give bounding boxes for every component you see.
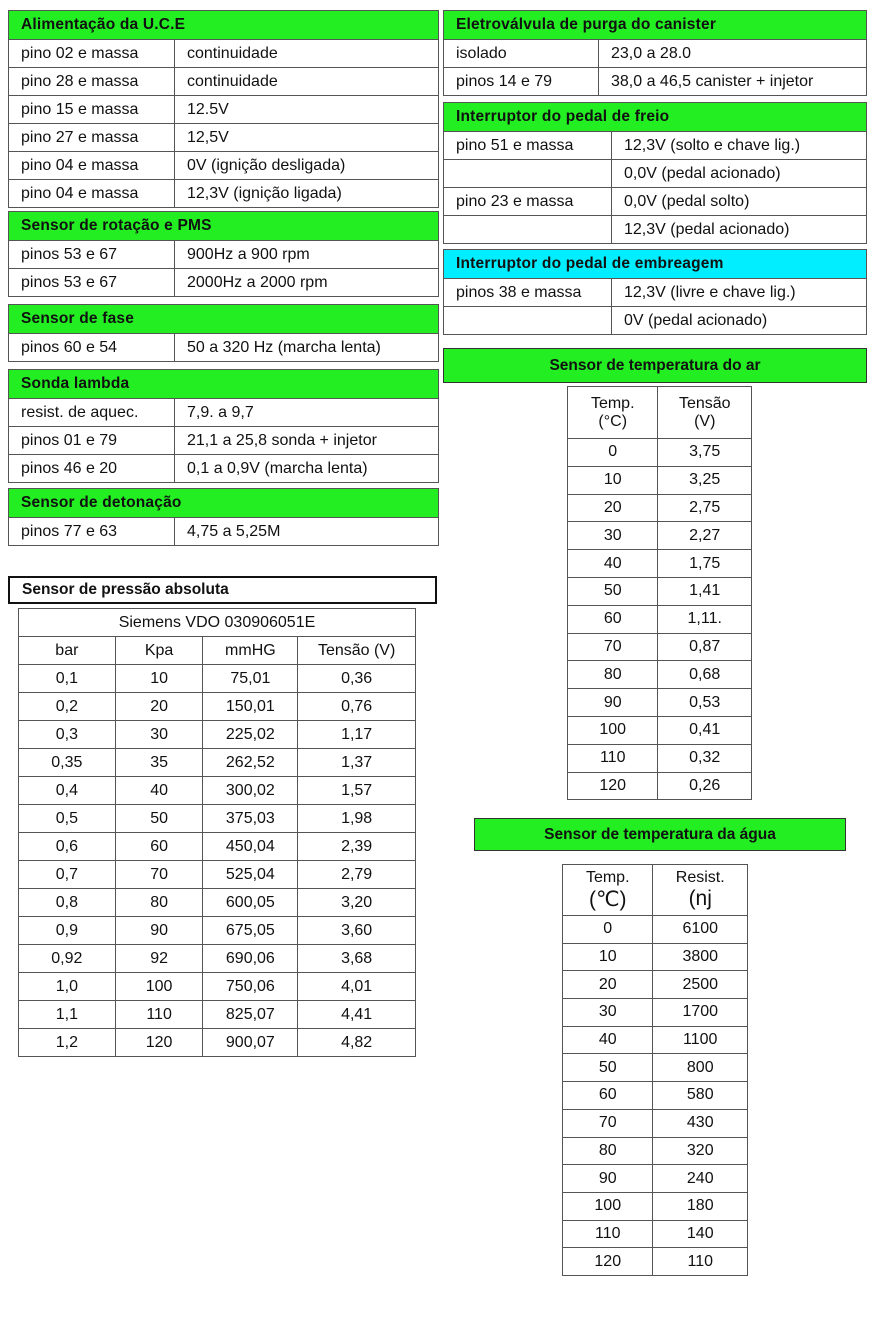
- value-cell: 12,3V (ignição ligada): [187, 185, 342, 202]
- alimentacao-rows: [9, 40, 438, 207]
- table-row: [9, 455, 438, 482]
- cell: 60: [115, 833, 203, 861]
- value-cell: 21,1 a 25,8 sonda + injetor: [187, 432, 377, 449]
- table-row: [9, 241, 438, 269]
- cell: 20: [115, 693, 203, 721]
- cell: 110: [568, 744, 658, 772]
- table-row: [9, 518, 438, 545]
- fase-section: [8, 304, 439, 362]
- cell: 240: [653, 1165, 748, 1193]
- pin-cell: isolado: [444, 40, 599, 67]
- cell: 0,5: [19, 805, 116, 833]
- table-row: [19, 749, 416, 777]
- table-row: [568, 577, 752, 605]
- value-cell: 38,0 a 46,5 canister + injetor: [611, 73, 814, 90]
- table-row: [568, 689, 752, 717]
- embreagem-section: [443, 249, 867, 335]
- table-row: [19, 777, 416, 805]
- pin-cell: pinos 60 e 54: [9, 334, 175, 361]
- value-cell: 0V (ignição desligada): [187, 157, 346, 174]
- value-cell: 0,0V (pedal acionado): [624, 165, 781, 182]
- cell: 900,07: [203, 1029, 298, 1057]
- table-row: [19, 693, 416, 721]
- header-line: (℃): [588, 887, 627, 911]
- cell: 750,06: [203, 973, 298, 1001]
- table-row: [568, 466, 752, 494]
- cell: 6100: [653, 916, 748, 944]
- table-row: [563, 1109, 748, 1137]
- cell: 50: [115, 805, 203, 833]
- cell: 1,1: [19, 1001, 116, 1029]
- cell: 100: [563, 1192, 653, 1220]
- cell: 35: [115, 749, 203, 777]
- cell: 110: [115, 1001, 203, 1029]
- table-row: [9, 399, 438, 427]
- cell: 100: [568, 716, 658, 744]
- header-line: (nj: [688, 887, 712, 910]
- cell: 4,41: [298, 1001, 416, 1029]
- header-line: Resist.: [675, 869, 725, 886]
- cell: 70: [563, 1109, 653, 1137]
- cell: 90: [563, 1165, 653, 1193]
- table-row: [444, 279, 866, 307]
- cell: 70: [115, 861, 203, 889]
- cell: 3,20: [298, 889, 416, 917]
- cell: 675,05: [203, 917, 298, 945]
- table-row: [563, 1192, 748, 1220]
- table-row: [563, 1137, 748, 1165]
- table-row: [568, 550, 752, 578]
- cell: 140: [653, 1220, 748, 1248]
- cell: 3,60: [298, 917, 416, 945]
- cell: 800: [653, 1054, 748, 1082]
- value-cell: 7,9. a 9,7: [187, 404, 254, 421]
- table-row: [568, 439, 752, 467]
- table-row: [444, 40, 866, 68]
- cell: 0,68: [658, 661, 752, 689]
- rotacao-section: [8, 211, 439, 297]
- cell: 690,06: [203, 945, 298, 973]
- cell: 2,27: [658, 522, 752, 550]
- cell: 20: [563, 971, 653, 999]
- cell: 3,75: [658, 439, 752, 467]
- value-cell: 0,1 a 0,9V (marcha lenta): [187, 460, 368, 477]
- cell: 120: [563, 1248, 653, 1276]
- alimentacao-title: Alimentação da U.C.E: [9, 11, 438, 40]
- table-row: [9, 427, 438, 455]
- value-cell: continuidade: [187, 73, 278, 90]
- temp-agua-table: [562, 864, 748, 1276]
- header-line: (°C): [598, 412, 628, 430]
- table-row: [563, 1054, 748, 1082]
- table-row: [563, 1248, 748, 1276]
- freio-section: [443, 102, 867, 244]
- cell: 0: [563, 916, 653, 944]
- pin-cell: [444, 307, 612, 334]
- cell: 0,4: [19, 777, 116, 805]
- cell: 225,02: [203, 721, 298, 749]
- pressao-table: [18, 608, 416, 1057]
- cell: 600,05: [203, 889, 298, 917]
- table-row: [563, 999, 748, 1027]
- lambda-section: [8, 369, 439, 483]
- fase-title: Sensor de fase: [9, 305, 438, 334]
- cell: 3,68: [298, 945, 416, 973]
- cell: 1,11.: [658, 605, 752, 633]
- alimentacao-section: [8, 10, 439, 208]
- column-header: [563, 865, 653, 916]
- column-header: mmHG: [203, 637, 298, 665]
- table-row: [19, 861, 416, 889]
- header-line: (V): [694, 412, 716, 430]
- cell: 825,07: [203, 1001, 298, 1029]
- table-row: [444, 216, 866, 243]
- column-header: [568, 387, 658, 439]
- cell: 110: [563, 1220, 653, 1248]
- table-row: [9, 68, 438, 96]
- column-header: [658, 387, 752, 439]
- cell: 30: [568, 522, 658, 550]
- pin-cell: pinos 46 e 20: [9, 455, 175, 482]
- cell: 0,9: [19, 917, 116, 945]
- value-cell: 12,3V (solto e chave lig.): [624, 137, 801, 154]
- cell: 1,37: [298, 749, 416, 777]
- cell: 20: [568, 494, 658, 522]
- table-row: [568, 744, 752, 772]
- table-row: [563, 916, 748, 944]
- table-row: [444, 307, 866, 334]
- cell: 80: [563, 1137, 653, 1165]
- cell: 1,57: [298, 777, 416, 805]
- pressao-title: Sensor de pressão absoluta: [8, 576, 437, 604]
- table-row: [444, 68, 866, 95]
- table-row: [9, 152, 438, 180]
- cell: 3,25: [658, 466, 752, 494]
- header-line: Temp.: [585, 868, 630, 886]
- pin-cell: pino 15 e massa: [9, 96, 175, 123]
- value-cell: 12,5V: [187, 129, 229, 146]
- cell: 180: [653, 1192, 748, 1220]
- value-cell: 12,3V (livre e chave lig.): [624, 284, 796, 301]
- table-row: [19, 889, 416, 917]
- cell: 0,1: [19, 665, 116, 693]
- cell: 1,75: [658, 550, 752, 578]
- cell: 1,0: [19, 973, 116, 1001]
- pin-cell: pinos 53 e 67: [9, 241, 175, 268]
- cell: 70: [568, 633, 658, 661]
- temp-ar-title: Sensor de temperatura do ar: [443, 348, 867, 383]
- pin-cell: pino 23 e massa: [444, 188, 612, 215]
- table-row: [568, 633, 752, 661]
- value-cell: 12,3V (pedal acionado): [624, 221, 790, 238]
- embreagem-title: Interruptor do pedal de embreagem: [444, 250, 866, 279]
- cell: 100: [115, 973, 203, 1001]
- cell: 525,04: [203, 861, 298, 889]
- cell: 60: [563, 1082, 653, 1110]
- cell: 80: [568, 661, 658, 689]
- cell: 110: [653, 1248, 748, 1276]
- cell: 60: [568, 605, 658, 633]
- table-row: [19, 917, 416, 945]
- cell: 1700: [653, 999, 748, 1027]
- canister-title: Eletroválvula de purga do canister: [444, 11, 866, 40]
- cell: 40: [563, 1026, 653, 1054]
- pin-cell: [444, 160, 612, 187]
- table-row: [563, 1165, 748, 1193]
- cell: 0,26: [658, 772, 752, 800]
- value-cell: 900Hz a 900 rpm: [187, 246, 310, 263]
- cell: 262,52: [203, 749, 298, 777]
- pin-cell: pino 51 e massa: [444, 132, 612, 159]
- table-row: [19, 833, 416, 861]
- pin-cell: pino 04 e massa: [9, 180, 175, 207]
- cell: 50: [568, 577, 658, 605]
- cell: 1,98: [298, 805, 416, 833]
- table-row: [444, 188, 866, 216]
- pin-cell: pinos 53 e 67: [9, 269, 175, 296]
- detonacao-title: Sensor de detonação: [9, 489, 438, 518]
- cell: 0: [568, 439, 658, 467]
- cell: 430: [653, 1109, 748, 1137]
- lambda-title: Sonda lambda: [9, 370, 438, 399]
- cell: 4,01: [298, 973, 416, 1001]
- pin-cell: pino 02 e massa: [9, 40, 175, 67]
- cell: 0,35: [19, 749, 116, 777]
- table-row: [444, 160, 866, 188]
- table-row: [9, 124, 438, 152]
- table-row: [19, 1029, 416, 1057]
- cell: 0,8: [19, 889, 116, 917]
- value-cell: 0,0V (pedal solto): [624, 193, 750, 210]
- table-row: [19, 945, 416, 973]
- temp-agua-title: Sensor de temperatura da água: [474, 818, 846, 851]
- pin-cell: pinos 38 e massa: [444, 279, 612, 306]
- cell: 0,76: [298, 693, 416, 721]
- cell: 580: [653, 1082, 748, 1110]
- cell: 375,03: [203, 805, 298, 833]
- table-row: [568, 522, 752, 550]
- pin-cell: [444, 216, 612, 243]
- value-cell: 4,75 a 5,25M: [187, 523, 281, 540]
- cell: 80: [115, 889, 203, 917]
- table-row: [568, 772, 752, 800]
- cell: 40: [115, 777, 203, 805]
- table-row: [19, 973, 416, 1001]
- temp-ar-table: [567, 386, 752, 800]
- cell: 90: [115, 917, 203, 945]
- table-row: [563, 1026, 748, 1054]
- detonacao-section: [8, 488, 439, 546]
- cell: 1,41: [658, 577, 752, 605]
- cell: 2,75: [658, 494, 752, 522]
- header-line: Tensão: [678, 394, 731, 412]
- pin-cell: pinos 77 e 63: [9, 518, 175, 545]
- table-row: [19, 805, 416, 833]
- cell: 1,17: [298, 721, 416, 749]
- column-header: Kpa: [115, 637, 203, 665]
- cell: 40: [568, 550, 658, 578]
- pin-cell: pinos 14 e 79: [444, 68, 599, 95]
- table-row: [563, 943, 748, 971]
- cell: 2500: [653, 971, 748, 999]
- cell: 450,04: [203, 833, 298, 861]
- column-header: bar: [19, 637, 116, 665]
- cell: 0,87: [658, 633, 752, 661]
- table-row: [9, 40, 438, 68]
- pin-cell: pino 28 e massa: [9, 68, 175, 95]
- table-row: [19, 665, 416, 693]
- cell: 90: [568, 689, 658, 717]
- table-row: [9, 180, 438, 207]
- value-cell: 0V (pedal acionado): [624, 312, 768, 329]
- cell: 300,02: [203, 777, 298, 805]
- cell: 3800: [653, 943, 748, 971]
- freio-title: Interruptor do pedal de freio: [444, 103, 866, 132]
- cell: 150,01: [203, 693, 298, 721]
- cell: 0,41: [658, 716, 752, 744]
- pin-cell: resist. de aquec.: [9, 399, 175, 426]
- cell: 0,3: [19, 721, 116, 749]
- cell: 0,32: [658, 744, 752, 772]
- table-row: [568, 716, 752, 744]
- cell: 0,53: [658, 689, 752, 717]
- cell: 30: [563, 999, 653, 1027]
- pin-cell: pino 27 e massa: [9, 124, 175, 151]
- cell: 120: [115, 1029, 203, 1057]
- cell: 1,2: [19, 1029, 116, 1057]
- cell: 0,2: [19, 693, 116, 721]
- table-row: [563, 1220, 748, 1248]
- table-row: [568, 494, 752, 522]
- cell: 10: [115, 665, 203, 693]
- cell: 320: [653, 1137, 748, 1165]
- table-row: [444, 132, 866, 160]
- table-row: [563, 1082, 748, 1110]
- cell: 0,7: [19, 861, 116, 889]
- table-row: [568, 661, 752, 689]
- cell: 120: [568, 772, 658, 800]
- value-cell: 23,0 a 28.0: [611, 45, 692, 62]
- header-line: Temp.: [590, 394, 635, 412]
- cell: 50: [563, 1054, 653, 1082]
- column-header: Tensão (V): [298, 637, 416, 665]
- canister-section: [443, 10, 867, 96]
- value-cell: 2000Hz a 2000 rpm: [187, 274, 328, 291]
- table-row: [9, 334, 438, 361]
- table-row: [9, 96, 438, 124]
- table-row: [568, 605, 752, 633]
- value-cell: continuidade: [187, 45, 278, 62]
- cell: 2,39: [298, 833, 416, 861]
- value-cell: 12.5V: [187, 101, 229, 118]
- cell: 10: [563, 943, 653, 971]
- pin-cell: pino 04 e massa: [9, 152, 175, 179]
- cell: 0,36: [298, 665, 416, 693]
- pin-cell: pinos 01 e 79: [9, 427, 175, 454]
- cell: 92: [115, 945, 203, 973]
- pressao-subtitle: Siemens VDO 030906051E: [19, 609, 416, 637]
- table-row: [19, 1001, 416, 1029]
- table-row: [9, 269, 438, 296]
- rotacao-title: Sensor de rotação e PMS: [9, 212, 438, 241]
- column-header: [653, 865, 748, 916]
- cell: 4,82: [298, 1029, 416, 1057]
- cell: 1100: [653, 1026, 748, 1054]
- value-cell: 50 a 320 Hz (marcha lenta): [187, 339, 381, 356]
- cell: 30: [115, 721, 203, 749]
- cell: 10: [568, 466, 658, 494]
- table-row: [563, 971, 748, 999]
- cell: 0,6: [19, 833, 116, 861]
- table-row: [19, 721, 416, 749]
- cell: 2,79: [298, 861, 416, 889]
- cell: 75,01: [203, 665, 298, 693]
- cell: 0,92: [19, 945, 116, 973]
